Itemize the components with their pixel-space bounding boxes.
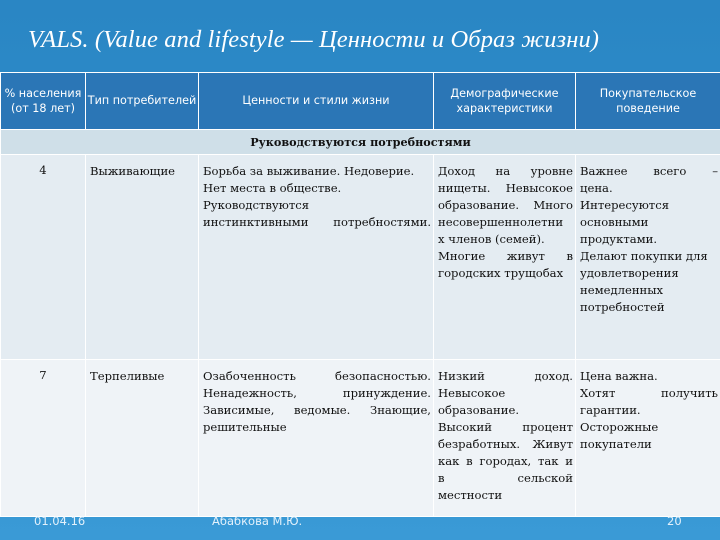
- behavior-line: удовлетворения: [580, 266, 679, 280]
- vals-table: [0, 72, 720, 517]
- demographics-line: образование. Много: [438, 198, 573, 212]
- header-behavior: Покупательское поведение: [576, 73, 720, 130]
- values-line: решительные: [203, 420, 287, 434]
- values-line: Нет места в обществе.: [203, 181, 342, 195]
- values-line: Руководствуются: [203, 198, 310, 212]
- percent-cell: 4: [1, 155, 86, 360]
- page-number: 20: [667, 514, 682, 528]
- behavior-line: продуктами.: [580, 232, 658, 246]
- behavior-cell: [576, 155, 720, 360]
- footer-date: 01.04.16: [34, 514, 86, 528]
- type-cell: Терпеливые: [86, 360, 199, 517]
- behavior-line: Важнее всего –: [580, 164, 718, 178]
- demographics-line: образование.: [438, 403, 520, 417]
- values-cell: [199, 155, 434, 360]
- behavior-line: покупатели: [580, 437, 652, 451]
- behavior-line: немедленных: [580, 283, 664, 297]
- demographics-line: несовершеннолетни: [438, 215, 564, 229]
- demographics-line: местности: [438, 488, 503, 502]
- table-header-row: [1, 73, 720, 130]
- values-line: Борьба за выживание. Недоверие.: [203, 164, 415, 178]
- values-line: Озабоченность безопасностью.: [203, 369, 431, 383]
- type-cell: Выживающие: [86, 155, 199, 360]
- behavior-line: цена.: [580, 181, 613, 195]
- behavior-line: основными: [580, 215, 649, 229]
- behavior-line: Цена важна.: [580, 369, 658, 383]
- section-row: [1, 130, 720, 155]
- behavior-line: Делают покупки для: [580, 249, 708, 263]
- header-type: Тип потребителей: [86, 73, 199, 130]
- values-line: инстинктивными потребностями.: [203, 215, 431, 229]
- demographics-line: Высокий процент: [438, 420, 573, 434]
- behavior-line: Интересуются: [580, 198, 670, 212]
- table-row: [1, 155, 720, 360]
- demographics-line: в сельской: [438, 471, 573, 485]
- header-percent: % населения (от 18 лет): [1, 73, 86, 130]
- demographics-cell: [434, 155, 576, 360]
- table-row: [1, 360, 720, 517]
- demographics-line: нищеты. Невысокое: [438, 181, 573, 195]
- behavior-line: гарантии.: [580, 403, 641, 417]
- footer-author: Абабкова М.Ю.: [212, 514, 303, 528]
- behavior-line: потребностей: [580, 300, 665, 314]
- values-line: Зависимые, ведомые. Знающие,: [203, 403, 431, 417]
- demographics-line: как в городах, так и: [438, 454, 573, 468]
- demographics-line: х членов (семей).: [438, 232, 545, 246]
- header-values: Ценности и стили жизни: [199, 73, 434, 130]
- demographics-line: безработных. Живут: [438, 437, 573, 451]
- demographics-cell: [434, 360, 576, 517]
- demographics-line: Доход на уровне: [438, 164, 573, 178]
- demographics-line: городских трущобах: [438, 266, 564, 280]
- demographics-line: Невысокое: [438, 386, 506, 400]
- values-line: Ненадежность, принуждение.: [203, 386, 431, 400]
- values-cell: [199, 360, 434, 517]
- slide-title: VALS. (Value and lifestyle — Ценности и Образ жизни): [28, 26, 600, 53]
- behavior-cell: [576, 360, 720, 517]
- header-demographics: Демографические характеристики: [434, 73, 576, 130]
- section-title: Руководствуются потребностями: [1, 130, 720, 155]
- demographics-line: Многие живут в: [438, 249, 573, 263]
- demographics-line: Низкий доход.: [438, 369, 573, 383]
- behavior-line: Хотят получить: [580, 386, 718, 400]
- percent-cell: 7: [1, 360, 86, 517]
- behavior-line: Осторожные: [580, 420, 659, 434]
